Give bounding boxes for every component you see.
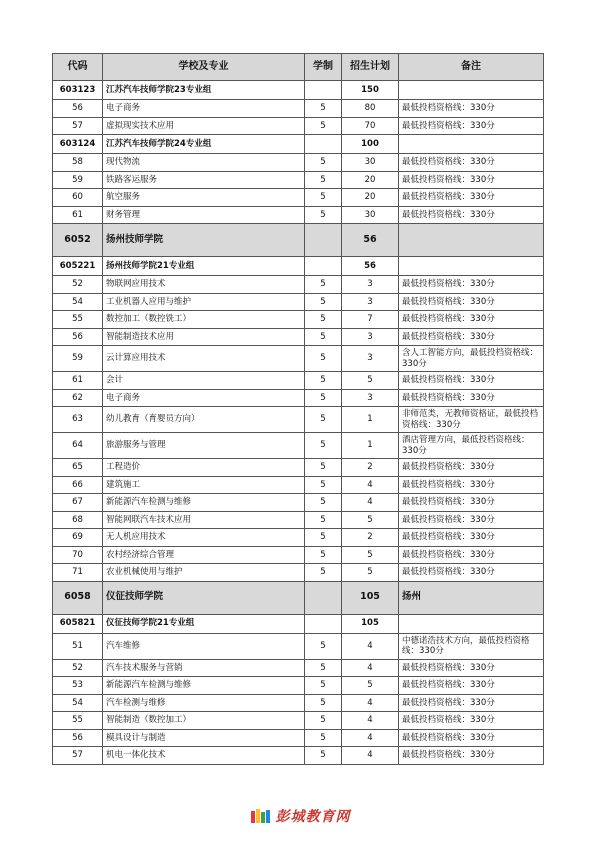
cell-code: 61 (53, 372, 103, 390)
cell-note: 含人工智能方向，最低投档资格线：330分 (399, 346, 544, 372)
cell-duration (305, 614, 342, 633)
major-row (53, 677, 544, 695)
cell-name: 智能网联汽车技术应用 (103, 511, 305, 529)
cell-plan: 2 (342, 459, 399, 477)
cell-name: 建筑施工 (103, 476, 305, 494)
cell-plan: 105 (342, 581, 399, 614)
cell-name: 工程造价 (103, 459, 305, 477)
footer (0, 806, 600, 828)
cell-note (399, 614, 544, 633)
cell-note: 最低投档资格线：330分 (399, 171, 544, 189)
cell-duration: 5 (305, 729, 342, 747)
major-row (53, 511, 544, 529)
major-row (53, 154, 544, 172)
cell-duration: 5 (305, 511, 342, 529)
cell-name: 智能制造技术应用 (103, 328, 305, 346)
cell-name: 新能源汽车检测与维修 (103, 494, 305, 512)
cell-plan: 3 (342, 346, 399, 372)
cell-note: 扬州 (399, 581, 544, 614)
cell-duration: 5 (305, 171, 342, 189)
cell-duration: 5 (305, 206, 342, 224)
cell-duration (305, 257, 342, 276)
cell-plan: 4 (342, 659, 399, 677)
cell-code: 605821 (53, 614, 103, 633)
major-row (53, 328, 544, 346)
major-row (53, 659, 544, 677)
cell-note (399, 224, 544, 257)
cell-note (399, 81, 544, 100)
cell-code: 52 (53, 276, 103, 294)
cell-note: 最低投档资格线：330分 (399, 206, 544, 224)
cell-code: 56 (53, 328, 103, 346)
cell-plan: 4 (342, 712, 399, 730)
cell-name: 数控加工（数控铣工） (103, 311, 305, 329)
major-row (53, 407, 544, 433)
cell-plan: 3 (342, 389, 399, 407)
cell-name: 江苏汽车技师学院23专业组 (103, 81, 305, 100)
cell-code: 52 (53, 659, 103, 677)
cell-code: 605221 (53, 257, 103, 276)
cell-name: 仪征技师学院 (103, 581, 305, 614)
cell-code: 56 (53, 729, 103, 747)
cell-plan: 100 (342, 135, 399, 154)
cell-name: 农村经济综合管理 (103, 546, 305, 564)
cell-plan: 4 (342, 729, 399, 747)
cell-note (399, 257, 544, 276)
cell-plan: 56 (342, 224, 399, 257)
cell-duration: 5 (305, 189, 342, 207)
cell-name: 机电一体化技术 (103, 747, 305, 765)
cell-note: 最低投档资格线：330分 (399, 372, 544, 390)
cell-code: 6058 (53, 581, 103, 614)
cell-name: 仪征技师学院21专业组 (103, 614, 305, 633)
major-row (53, 546, 544, 564)
cell-note: 最低投档资格线：330分 (399, 511, 544, 529)
cell-code: 63 (53, 407, 103, 433)
cell-duration: 5 (305, 659, 342, 677)
school-row (53, 224, 544, 257)
cell-duration: 5 (305, 459, 342, 477)
cell-plan: 5 (342, 372, 399, 390)
cell-code: 69 (53, 529, 103, 547)
cell-duration: 5 (305, 328, 342, 346)
cell-code: 56 (53, 100, 103, 118)
logo-text: 彭城教育网 (275, 809, 351, 825)
cell-name: 电子商务 (103, 100, 305, 118)
cell-name: 汽车维修 (103, 633, 305, 659)
cell-name: 江苏汽车技师学院24专业组 (103, 135, 305, 154)
cell-plan: 56 (342, 257, 399, 276)
header-duration: 学制 (305, 54, 342, 81)
cell-note: 非师范类，无教师资格证，最低投档资格线：330分 (399, 407, 544, 433)
cell-name: 会计 (103, 372, 305, 390)
cell-duration: 5 (305, 311, 342, 329)
cell-duration (305, 135, 342, 154)
cell-code: 51 (53, 633, 103, 659)
major-row (53, 206, 544, 224)
cell-duration: 5 (305, 100, 342, 118)
cell-plan: 5 (342, 564, 399, 582)
major-row (53, 494, 544, 512)
header-note: 备注 (399, 54, 544, 81)
cell-plan: 105 (342, 614, 399, 633)
cell-code: 65 (53, 459, 103, 477)
group-row (53, 135, 544, 154)
cell-note: 最低投档资格线：330分 (399, 564, 544, 582)
cell-duration: 5 (305, 346, 342, 372)
header-school: 学校及专业 (103, 54, 305, 81)
cell-name: 航空服务 (103, 189, 305, 207)
cell-name: 电子商务 (103, 389, 305, 407)
cell-duration (305, 224, 342, 257)
cell-note: 酒店管理方向，最低投档资格线：330分 (399, 433, 544, 459)
header-plan: 招生计划 (342, 54, 399, 81)
cell-duration: 5 (305, 476, 342, 494)
cell-code: 54 (53, 293, 103, 311)
cell-duration (305, 81, 342, 100)
cell-name: 云计算应用技术 (103, 346, 305, 372)
cell-duration: 5 (305, 633, 342, 659)
major-row (53, 433, 544, 459)
major-row (53, 389, 544, 407)
major-row (53, 459, 544, 477)
major-row (53, 171, 544, 189)
cell-name: 铁路客运服务 (103, 171, 305, 189)
cell-duration: 5 (305, 494, 342, 512)
cell-plan: 5 (342, 546, 399, 564)
cell-note: 最低投档资格线：330分 (399, 476, 544, 494)
cell-code: 59 (53, 171, 103, 189)
cell-note: 最低投档资格线：330分 (399, 712, 544, 730)
cell-plan: 5 (342, 677, 399, 695)
cell-code: 68 (53, 511, 103, 529)
major-row (53, 276, 544, 294)
cell-name: 汽车检测与维修 (103, 694, 305, 712)
cell-plan: 4 (342, 694, 399, 712)
site-logo (250, 806, 351, 826)
cell-duration: 5 (305, 407, 342, 433)
cell-code: 53 (53, 677, 103, 695)
cell-plan: 1 (342, 407, 399, 433)
cell-duration: 5 (305, 529, 342, 547)
school-row (53, 581, 544, 614)
cell-note: 最低投档资格线：330分 (399, 546, 544, 564)
major-row (53, 694, 544, 712)
cell-duration: 5 (305, 154, 342, 172)
cell-plan: 4 (342, 747, 399, 765)
cell-duration: 5 (305, 677, 342, 695)
cell-duration: 5 (305, 117, 342, 135)
major-row (53, 293, 544, 311)
group-row (53, 614, 544, 633)
cell-note: 最低投档资格线：330分 (399, 293, 544, 311)
cell-note: 最低投档资格线：330分 (399, 747, 544, 765)
cell-duration: 5 (305, 694, 342, 712)
cell-note: 最低投档资格线：330分 (399, 659, 544, 677)
cell-plan: 4 (342, 494, 399, 512)
major-row (53, 747, 544, 765)
header-code: 代码 (53, 54, 103, 81)
major-row (53, 476, 544, 494)
cell-note: 最低投档资格线：330分 (399, 189, 544, 207)
cell-code: 70 (53, 546, 103, 564)
cell-plan: 4 (342, 476, 399, 494)
cell-code: 55 (53, 712, 103, 730)
cell-name: 现代物流 (103, 154, 305, 172)
admission-plan-table (52, 53, 544, 765)
cell-duration: 5 (305, 276, 342, 294)
cell-name: 虚拟现实技术应用 (103, 117, 305, 135)
cell-note: 最低投档资格线：330分 (399, 117, 544, 135)
major-row (53, 346, 544, 372)
group-row (53, 81, 544, 100)
cell-plan: 7 (342, 311, 399, 329)
cell-note: 最低投档资格线：330分 (399, 100, 544, 118)
cell-code: 64 (53, 433, 103, 459)
major-row (53, 117, 544, 135)
cell-code: 59 (53, 346, 103, 372)
cell-duration: 5 (305, 546, 342, 564)
cell-code: 6052 (53, 224, 103, 257)
cell-plan: 30 (342, 154, 399, 172)
cell-plan: 3 (342, 276, 399, 294)
cell-duration: 5 (305, 747, 342, 765)
cell-plan: 70 (342, 117, 399, 135)
cell-note: 最低投档资格线：330分 (399, 677, 544, 695)
major-row (53, 633, 544, 659)
cell-code: 71 (53, 564, 103, 582)
cell-note: 最低投档资格线：330分 (399, 459, 544, 477)
major-row (53, 529, 544, 547)
major-row (53, 729, 544, 747)
cell-name: 无人机应用技术 (103, 529, 305, 547)
cell-plan: 150 (342, 81, 399, 100)
major-row (53, 189, 544, 207)
cell-duration: 5 (305, 433, 342, 459)
cell-name: 新能源汽车检测与维修 (103, 677, 305, 695)
cell-note: 中德诺浩技术方向，最低投档资格线：330分 (399, 633, 544, 659)
major-row (53, 372, 544, 390)
cell-code: 54 (53, 694, 103, 712)
cell-note: 最低投档资格线：330分 (399, 328, 544, 346)
cell-duration: 5 (305, 372, 342, 390)
cell-name: 工业机器人应用与维护 (103, 293, 305, 311)
cell-note: 最低投档资格线：330分 (399, 529, 544, 547)
major-row (53, 564, 544, 582)
cell-name: 财务管理 (103, 206, 305, 224)
major-row (53, 311, 544, 329)
cell-note: 最低投档资格线：330分 (399, 729, 544, 747)
cell-code: 62 (53, 389, 103, 407)
table-header-row (53, 54, 544, 81)
cell-code: 58 (53, 154, 103, 172)
cell-duration: 5 (305, 712, 342, 730)
cell-code: 603123 (53, 81, 103, 100)
cell-name: 扬州技师学院 (103, 224, 305, 257)
major-row (53, 712, 544, 730)
major-row (53, 100, 544, 118)
cell-plan: 5 (342, 511, 399, 529)
cell-plan: 80 (342, 100, 399, 118)
book-icon (250, 808, 272, 824)
cell-duration: 5 (305, 293, 342, 311)
group-row (53, 257, 544, 276)
cell-plan: 30 (342, 206, 399, 224)
cell-name: 汽车技术服务与营销 (103, 659, 305, 677)
cell-name: 旅游服务与管理 (103, 433, 305, 459)
cell-code: 57 (53, 117, 103, 135)
cell-note (399, 135, 544, 154)
cell-note: 最低投档资格线：330分 (399, 694, 544, 712)
cell-name: 物联网应用技术 (103, 276, 305, 294)
cell-duration (305, 581, 342, 614)
cell-note: 最低投档资格线：330分 (399, 494, 544, 512)
cell-name: 农业机械使用与维护 (103, 564, 305, 582)
cell-plan: 4 (342, 633, 399, 659)
cell-code: 66 (53, 476, 103, 494)
cell-plan: 3 (342, 328, 399, 346)
cell-code: 61 (53, 206, 103, 224)
cell-code: 60 (53, 189, 103, 207)
cell-name: 扬州技师学院21专业组 (103, 257, 305, 276)
cell-note: 最低投档资格线：330分 (399, 276, 544, 294)
cell-code: 603124 (53, 135, 103, 154)
cell-duration: 5 (305, 389, 342, 407)
cell-note: 最低投档资格线：330分 (399, 311, 544, 329)
cell-plan: 2 (342, 529, 399, 547)
cell-note: 最低投档资格线：330分 (399, 154, 544, 172)
cell-duration: 5 (305, 564, 342, 582)
cell-code: 67 (53, 494, 103, 512)
table-body (53, 81, 544, 765)
cell-plan: 3 (342, 293, 399, 311)
cell-name: 幼儿教育（育婴员方向） (103, 407, 305, 433)
cell-plan: 20 (342, 189, 399, 207)
cell-code: 55 (53, 311, 103, 329)
cell-name: 智能制造（数控加工） (103, 712, 305, 730)
cell-note: 最低投档资格线：330分 (399, 389, 544, 407)
cell-name: 模具设计与制造 (103, 729, 305, 747)
cell-plan: 20 (342, 171, 399, 189)
cell-code: 57 (53, 747, 103, 765)
cell-plan: 1 (342, 433, 399, 459)
